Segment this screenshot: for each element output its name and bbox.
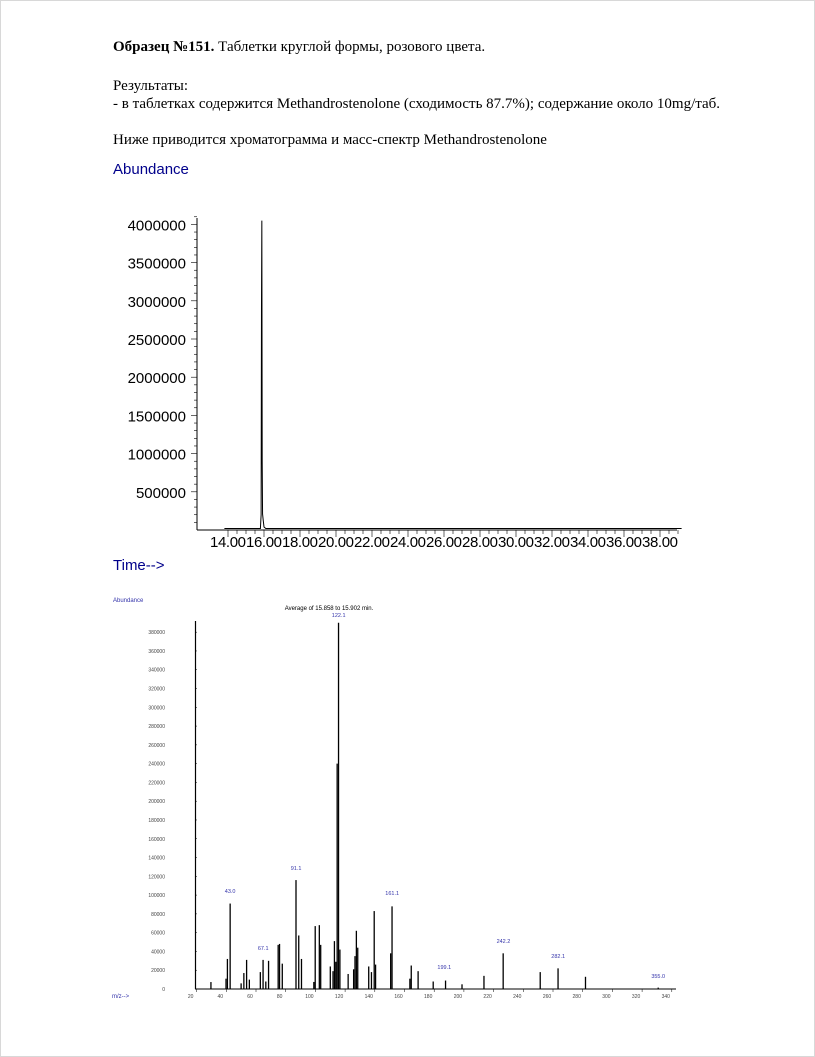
ms-x-tick-label: 140 xyxy=(364,994,373,1000)
ms-y-tick-label: 260000 xyxy=(148,742,165,749)
ms-peak-label: 199.1 xyxy=(437,965,452,971)
x-tick-label: 34.00 xyxy=(570,534,606,551)
ms-y-tick-label: 80000 xyxy=(151,911,165,918)
ms-peak-label: 355.0 xyxy=(651,974,666,980)
ms-title: Average of 15.858 to 15.902 min. xyxy=(284,606,374,612)
ms-peak-label: 242.2 xyxy=(496,939,511,945)
ms-x-tick-label: 40 xyxy=(217,994,224,1000)
chromatogram-x-label: Time--> xyxy=(113,557,165,574)
x-tick-label: 14.00 xyxy=(210,534,246,551)
ms-peak-label: 67.1 xyxy=(257,946,269,952)
ms-peak-label: 282.1 xyxy=(551,954,566,960)
y-tick-label: 1500000 xyxy=(127,408,186,426)
ms-y-tick-label: 180000 xyxy=(148,817,165,824)
ms-x-tick-label: 80 xyxy=(276,994,283,1000)
x-tick-label: 28.00 xyxy=(462,534,498,551)
x-tick-label: 32.00 xyxy=(534,534,570,551)
y-tick-label: 2500000 xyxy=(127,332,186,349)
x-tick-label: 26.00 xyxy=(426,534,462,551)
ms-peak-label: 161.1 xyxy=(385,891,400,897)
x-tick-label: 22.00 xyxy=(354,534,390,551)
ms-x-tick-label: 220 xyxy=(483,994,492,1000)
ms-y-tick-label: 120000 xyxy=(148,874,165,881)
ms-y-tick-label: 280000 xyxy=(148,724,165,731)
ms-y-tick-label: 60000 xyxy=(151,930,165,937)
ms-x-tick-label: 240 xyxy=(513,994,522,1000)
ms-peak-label: 91.1 xyxy=(290,866,302,872)
ms-x-tick-label: 260 xyxy=(542,994,552,1000)
chromatogram-y-label: Abundance xyxy=(113,161,189,178)
x-tick-label: 24.00 xyxy=(390,534,426,551)
x-tick-label: 30.00 xyxy=(498,534,534,551)
sample-title: Образец №151. Таблетки круглой формы, розового цвета. xyxy=(113,39,486,55)
result-line: - в таблетках содержится Methandrostenolone (сходимость 87.7%); содержание около 10mg/таб. xyxy=(113,96,721,112)
ms-y-tick-label: 0 xyxy=(162,987,165,993)
x-tick-label: 16.00 xyxy=(246,534,282,551)
ms-y-tick-label: 220000 xyxy=(148,780,165,787)
ms-y-tick-label: 380000 xyxy=(148,630,165,637)
ms-x-tick-label: 20 xyxy=(187,994,194,1000)
y-tick-label: 500000 xyxy=(135,484,186,502)
ms-y-tick-label: 100000 xyxy=(148,893,165,900)
ms-y-tick-label: 200000 xyxy=(148,799,165,806)
y-tick-label: 3500000 xyxy=(127,255,186,273)
y-tick-label: 1000000 xyxy=(127,446,186,464)
ms-y-label: Abundance xyxy=(113,598,144,604)
ms-x-label: m/z--> xyxy=(112,994,130,1000)
ms-y-tick-label: 360000 xyxy=(148,648,165,655)
ms-y-tick-label: 240000 xyxy=(148,761,165,768)
ms-y-tick-label: 140000 xyxy=(148,855,165,862)
ms-y-tick-label: 340000 xyxy=(148,667,165,674)
ms-x-tick-label: 160 xyxy=(394,994,403,1000)
ms-x-tick-label: 280 xyxy=(572,994,581,1000)
x-tick-label: 20.00 xyxy=(318,534,354,551)
ms-y-tick-label: 300000 xyxy=(148,705,165,712)
y-tick-label: 3000000 xyxy=(127,293,186,311)
y-tick-label: 4000000 xyxy=(127,217,186,235)
intro-line: Ниже приводится хроматограмма и масс-спектр Methandrostenolone xyxy=(113,132,547,148)
ms-x-tick-label: 340 xyxy=(661,994,670,1000)
ms-y-tick-label: 20000 xyxy=(151,968,165,975)
x-tick-label: 36.00 xyxy=(606,534,642,551)
ms-x-tick-label: 60 xyxy=(247,994,253,1000)
x-tick-label: 18.00 xyxy=(282,534,318,551)
ms-x-tick-label: 320 xyxy=(631,994,641,1000)
ms-peak-label: 43.0 xyxy=(224,889,236,895)
ms-y-tick-label: 160000 xyxy=(148,836,165,843)
ms-x-tick-label: 300 xyxy=(602,994,611,1000)
y-tick-label: 2000000 xyxy=(127,370,186,388)
ms-y-tick-label: 40000 xyxy=(151,949,165,956)
ms-x-tick-label: 180 xyxy=(424,994,433,1000)
x-tick-label: 38.00 xyxy=(642,534,678,551)
ms-peak-label: 122.1 xyxy=(331,613,346,619)
ms-x-tick-label: 120 xyxy=(334,994,344,1000)
results-heading: Результаты: xyxy=(113,78,188,94)
ms-x-tick-label: 200 xyxy=(453,994,463,1000)
ms-y-tick-label: 320000 xyxy=(148,686,165,693)
ms-x-tick-label: 100 xyxy=(305,994,314,1000)
